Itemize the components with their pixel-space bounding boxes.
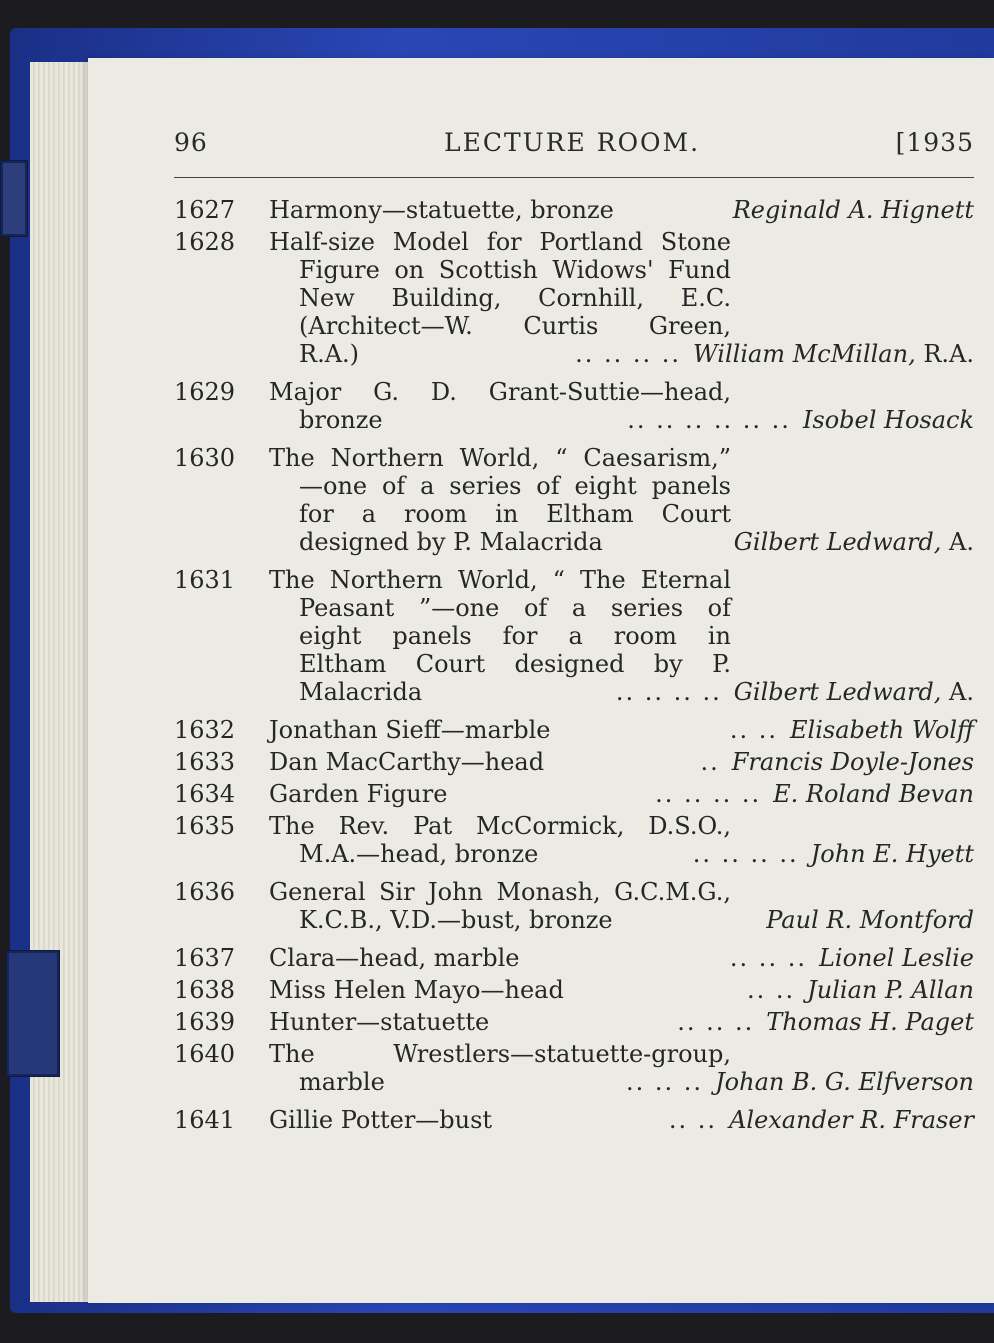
entry-body <box>269 878 974 934</box>
entry-artist: Alexander R. Fraser <box>729 1106 974 1134</box>
entry-artist: Francis Doyle-Jones <box>731 748 974 776</box>
catalogue-entry <box>174 878 974 934</box>
catalogue-entry <box>174 566 974 706</box>
entry-artist: Johan B. G. Elfverson <box>715 1068 974 1096</box>
entry-artist: Gilbert Ledward, A. <box>733 528 974 556</box>
entry-artist: Isobel Hosack <box>802 406 974 434</box>
entry-line <box>269 944 974 972</box>
entry-number: 1636 <box>174 878 236 906</box>
entry-body <box>269 780 974 808</box>
entry-title-lines <box>269 812 731 840</box>
entry-line <box>269 678 974 706</box>
catalogue-entry <box>174 716 974 744</box>
catalogue-entry <box>174 444 974 556</box>
entry-title-line: K.C.B., V.D.—bust, bronze <box>299 906 613 934</box>
entry-title: Garden Figure <box>269 780 448 808</box>
catalogue-entry <box>174 1008 974 1036</box>
entry-line <box>269 906 974 934</box>
entry-title-lines <box>269 1040 731 1068</box>
entry-number: 1640 <box>174 1040 236 1068</box>
catalogue-entry <box>174 196 974 224</box>
entry-title-line: eight panels for a room in <box>299 622 731 650</box>
binding-tab-bottom <box>6 950 60 1077</box>
entry-body <box>269 812 974 868</box>
entry-line <box>269 748 974 776</box>
entry-number: 1634 <box>174 780 236 808</box>
entry-artist: Paul R. Montford <box>766 906 974 934</box>
entry-title-line: New Building, Cornhill, E.C. <box>299 284 731 312</box>
entry-title: Clara—head, marble <box>269 944 520 972</box>
entry-line <box>269 406 974 434</box>
entry-title-lines <box>269 566 731 678</box>
catalogue-entry <box>174 944 974 972</box>
entry-artist: Lionel Leslie <box>818 944 974 972</box>
entry-title-lines <box>269 444 731 528</box>
entry-number: 1632 <box>174 716 236 744</box>
entry-title: Jonathan Sieff—marble <box>269 716 551 744</box>
entry-body <box>269 1008 974 1036</box>
entry-leader-dots: .. <box>700 748 720 776</box>
entry-title-lines <box>269 878 731 906</box>
entry-title-line: The Northern World, “ The Eternal <box>269 566 731 594</box>
entry-artist-suffix: R.A. <box>915 340 974 368</box>
entry-artist: Thomas H. Paget <box>766 1008 974 1036</box>
entry-body <box>269 976 974 1004</box>
entry-body <box>269 378 974 434</box>
entry-number: 1631 <box>174 566 236 594</box>
entry-title-line: —one of a series of eight panels <box>299 472 731 500</box>
entry-line <box>269 1106 974 1134</box>
entry-leader-dots: .. .. <box>668 1106 718 1134</box>
entry-artist: John E. Hyett <box>810 840 974 868</box>
page-number: 96 <box>174 128 208 157</box>
entry-leader-dots: .. .. <box>747 976 796 1004</box>
entry-title-lines <box>269 228 731 340</box>
entry-title-line: Major G. D. Grant-Suttie—head, <box>269 378 731 406</box>
entry-body <box>269 1106 974 1134</box>
entry-body <box>269 228 974 368</box>
entry-title-line: for a room in Eltham Court <box>299 500 731 528</box>
entry-line <box>269 976 974 1004</box>
entry-body <box>269 944 974 972</box>
entry-artist-suffix: A. <box>941 528 974 556</box>
catalogue-entry <box>174 748 974 776</box>
binding-tab-top <box>0 160 28 237</box>
entry-artist-suffix: A. <box>941 678 974 706</box>
entry-title-lines <box>269 378 731 406</box>
entry-leader-dots: .. .. .. .. <box>615 678 722 706</box>
entry-number: 1638 <box>174 976 236 1004</box>
entry-leader-dots: .. .. .. .. <box>655 780 762 808</box>
page-year: [1935 <box>895 128 974 157</box>
entry-number: 1641 <box>174 1106 236 1134</box>
entry-leader-dots: .. .. <box>729 716 779 744</box>
entry-title-line: designed by P. Malacrida <box>299 528 603 556</box>
entry-line <box>269 840 974 868</box>
page-header <box>174 128 974 164</box>
entry-title-line: (Architect—W. Curtis Green, <box>299 312 731 340</box>
entry-leader-dots: .. .. .. <box>729 944 807 972</box>
entry-number: 1639 <box>174 1008 236 1036</box>
entry-leader-dots: .. .. .. .. <box>692 840 799 868</box>
entry-title-line: bronze <box>299 406 383 434</box>
page-title: LECTURE ROOM. <box>444 128 701 157</box>
entry-line <box>269 1068 974 1096</box>
entry-body <box>269 566 974 706</box>
entry-artist: Reginald A. Hignett <box>732 196 974 224</box>
entry-number: 1628 <box>174 228 236 256</box>
entry-artist: E. Roland Bevan <box>773 780 974 808</box>
entry-title: Miss Helen Mayo—head <box>269 976 564 1004</box>
catalogue-entries <box>174 196 974 1138</box>
entry-number: 1630 <box>174 444 236 472</box>
entry-title-line: The Wrestlers—statuette-group, <box>269 1040 731 1068</box>
entry-title: Gillie Potter—bust <box>269 1106 493 1134</box>
entry-title: Harmony—statuette, bronze <box>269 196 614 224</box>
entry-artist: William McMillan, R.A. <box>693 340 974 368</box>
entry-number: 1635 <box>174 812 236 840</box>
entry-line <box>269 780 974 808</box>
entry-body <box>269 716 974 744</box>
entry-title-line: Half-size Model for Portland Stone <box>269 228 731 256</box>
entry-artist: Julian P. Allan <box>807 976 974 1004</box>
catalogue-entry <box>174 378 974 434</box>
entry-title-line: R.A.) <box>299 340 360 368</box>
entry-body <box>269 1040 974 1096</box>
entry-title-line: M.A.—head, bronze <box>299 840 539 868</box>
header-rule <box>174 177 974 178</box>
entry-title-line: General Sir John Monash, G.C.M.G., <box>269 878 731 906</box>
catalogue-entry <box>174 1106 974 1134</box>
entry-number: 1633 <box>174 748 236 776</box>
entry-body <box>269 196 974 224</box>
entry-title-line: Malacrida <box>299 678 423 706</box>
entry-line <box>269 1008 974 1036</box>
catalogue-entry <box>174 228 974 368</box>
entry-leader-dots: .. .. .. <box>626 1068 704 1096</box>
entry-number: 1629 <box>174 378 236 406</box>
entry-line <box>269 196 974 224</box>
entry-artist: Elisabeth Wolff <box>790 716 974 744</box>
entry-title: Dan MacCarthy—head <box>269 748 545 776</box>
catalogue-entry <box>174 976 974 1004</box>
entry-title-line: The Rev. Pat McCormick, D.S.O., <box>269 812 731 840</box>
entry-body <box>269 444 974 556</box>
entry-line <box>269 340 974 368</box>
entry-title-line: marble <box>299 1068 385 1096</box>
entry-line <box>269 528 974 556</box>
entry-number: 1627 <box>174 196 236 224</box>
entry-title-line: Figure on Scottish Widows' Fund <box>299 256 731 284</box>
entry-leader-dots: .. .. .. .. .. .. <box>627 406 791 434</box>
catalogue-entry <box>174 780 974 808</box>
entry-number: 1637 <box>174 944 236 972</box>
entry-artist: Gilbert Ledward, A. <box>733 678 974 706</box>
entry-leader-dots: .. .. .. <box>677 1008 755 1036</box>
entry-title-line: The Northern World, “ Caesarism,” <box>269 444 731 472</box>
catalogue-entry <box>174 1040 974 1096</box>
entry-title-line: Peasant ”—one of a series of <box>299 594 731 622</box>
entry-title: Hunter—statuette <box>269 1008 490 1036</box>
entry-title-line: Eltham Court designed by P. <box>299 650 731 678</box>
entry-body <box>269 748 974 776</box>
catalogue-entry <box>174 812 974 868</box>
entry-line <box>269 716 974 744</box>
entry-leader-dots: .. .. .. .. <box>575 340 682 368</box>
